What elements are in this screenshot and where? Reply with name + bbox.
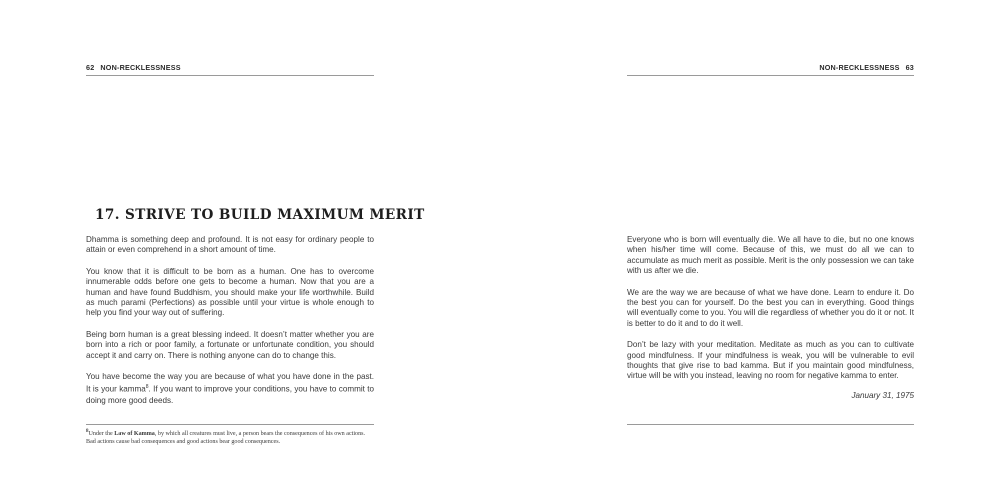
footnote-reference[interactable]: 8 xyxy=(145,384,149,391)
paragraph-text: You have become the way you are because of what you have done in the past. It is your kamma xyxy=(86,372,374,395)
paragraph-text: . If you want to improve your conditions, you have to commit to doing more good deeds. xyxy=(86,385,374,405)
footnote-prefix: Under the xyxy=(88,431,115,438)
running-head-left xyxy=(86,63,374,76)
footnote-marker: 8 xyxy=(86,429,89,434)
left-page xyxy=(86,0,425,500)
paragraph: We are the way we are because of what we have done. Learn to endure it. Do the best you can for yourself. Do the best you can in everything. Good things will eventually come to you. You will die regardless of whether you do it or not. It is better to do it and to do it well. xyxy=(627,287,914,328)
footnote xyxy=(86,428,374,446)
paragraph: You know that it is difficult to be born as a human. One has to overcome innumerable odds before one gets to become a human. Now that you are a human and have found Buddhism, you should make your life worthwhile. Build as much parami (Perfections) as possible until your virtue is whole enough to help you find your way out of suffering. xyxy=(86,266,374,318)
right-page xyxy=(627,0,914,500)
page-number: 63 xyxy=(905,63,914,72)
chapter-title: 17. STRIVE TO BUILD MAXIMUM MERIT xyxy=(95,207,425,223)
end-divider xyxy=(627,424,914,425)
footnote-term: Law of Kamma xyxy=(114,431,155,438)
running-head-right xyxy=(627,63,914,76)
paragraph: Everyone who is born will eventually die. We all have to die, but no one knows when his/her time will come. Because of this, we must do all we can to accumulate as much merit as possible. Merit is the only possession we can take with us after we die. xyxy=(627,235,914,276)
date: January 31, 1975 xyxy=(851,391,914,400)
paragraph: Dhamma is something deep and profound. It is not easy for ordinary people to attain or even comprehend in a short amount of time. xyxy=(86,235,374,255)
paragraph-with-footnote xyxy=(86,372,374,406)
page-number: 62 xyxy=(86,63,95,72)
paragraph: Being born human is a great blessing indeed. It doesn’t matter whether you are born into a rich or poor family, a fortunate or unfortunate condition, you should accept it and carry on. There is nothing anyone can do to change this. xyxy=(86,329,374,360)
right-body-text xyxy=(627,235,914,393)
left-body-text xyxy=(86,235,374,417)
footnote-divider xyxy=(86,424,374,425)
running-title: NON-RECKLESSNESS xyxy=(819,63,900,72)
footnote-text: , by which all creatures must live, a person bears the consequences of his own actions. Bad actions cause bad consequences and good actions bear good consequences. xyxy=(86,431,366,446)
paragraph: Don’t be lazy with your meditation. Meditate as much as you can to cultivate good mindfulness. If your mindfulness is weak, you will be vulnerable to evil thoughts that give rise to bad kamma. But if you maintain good mindfulness, virtue will be with you instead, leaving no room for negative kamma to enter. xyxy=(627,340,914,381)
running-title: NON-RECKLESSNESS xyxy=(100,63,181,72)
